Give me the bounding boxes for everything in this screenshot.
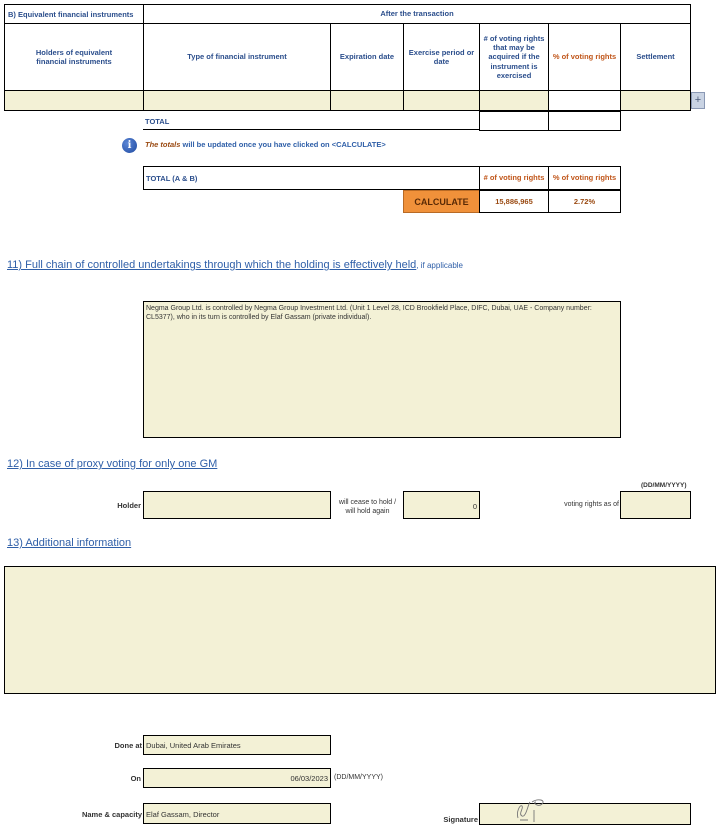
signature-label: Signature (443, 815, 478, 824)
name-capacity-label: Name & capacity (81, 810, 142, 819)
row-pct-cell (548, 90, 621, 111)
section-11-heading (7, 255, 463, 273)
total-ab-voting-value: 15,886,965 (479, 190, 549, 213)
section-13-textarea[interactable] (4, 566, 716, 694)
section-12-title: 12) In case of proxy voting for only one GM (7, 458, 218, 470)
cease-input[interactable] (403, 491, 480, 519)
cease-label: will cease to hold / will hold again (338, 499, 397, 516)
col-voting-acquired: # of voting rights that may be acquired if the instrument is exercised (479, 23, 549, 91)
col-settlement: Settlement (620, 23, 691, 91)
col-expiration: Expiration date (330, 23, 404, 91)
after-transaction-header: After the transaction (143, 4, 691, 24)
voting-date-input[interactable] (620, 491, 691, 519)
done-at-input[interactable] (143, 735, 331, 755)
holder-label: Holder (117, 501, 141, 510)
row-holders-input[interactable] (4, 90, 144, 111)
section-13-title: 13) Additional information (7, 537, 132, 549)
done-at-label: Done at (114, 741, 142, 750)
total-ab-label: TOTAL (A & B) (146, 174, 198, 183)
col-pct: % of voting rights (548, 23, 621, 91)
section-11-textarea[interactable] (143, 301, 621, 438)
section-11-text: Negma Group Ltd. is controlled by Negma Group Investment Ltd. (Unit 1 Level 28, ICD Brookfield Place, DIFC, Dubai, UAE - Company number: CL5377), who in its turn is controlled by Elaf Gassam (private individual). (146, 305, 592, 322)
total-voting-cell (479, 111, 549, 131)
date-format-hint: (DD/MM/YYYY) (641, 482, 687, 489)
row-type-input[interactable] (143, 90, 331, 111)
on-date-input[interactable] (143, 768, 331, 788)
plus-icon: + (694, 94, 702, 106)
section-11-suffix: , if applicable (416, 261, 463, 270)
section-b-title: B) Equivalent financial instruments (8, 10, 134, 19)
signature-scribble (512, 798, 552, 824)
section-b-title-cell (4, 4, 144, 24)
voting-as-of-label: voting rights as of (564, 501, 619, 508)
on-format-hint: (DD/MM/YYYY) (334, 774, 383, 781)
cease-value: 0 (472, 502, 477, 511)
total-underline (143, 129, 479, 130)
row-expiration-input[interactable] (330, 90, 404, 111)
total-label: TOTAL (145, 117, 170, 126)
calculate-label: CALCULATE (414, 196, 469, 207)
row-exercise-input[interactable] (403, 90, 480, 111)
total-ab-pct-value: 2.72% (548, 190, 621, 213)
col-holders: Holders of equivalent financial instruments (4, 23, 144, 91)
total-ab-voting-header: # of voting rights (479, 166, 549, 190)
name-capacity-input[interactable] (143, 803, 331, 824)
info-icon: i (122, 138, 137, 153)
row-settlement-input[interactable] (620, 90, 691, 111)
on-date-value: 06/03/2023 (290, 774, 328, 783)
total-ab-pct-header: % of voting rights (548, 166, 621, 190)
col-exercise: Exercise period or date (403, 23, 480, 91)
done-at-value: Dubai, United Arab Emirates (146, 741, 241, 750)
total-ab-label-cell (143, 166, 480, 190)
signature-box[interactable] (479, 803, 691, 825)
col-type: Type of financial instrument (143, 23, 331, 91)
name-capacity-value: Elaf Gassam, Director (146, 810, 220, 819)
info-note-emphasis: The totals (145, 140, 181, 149)
total-pct-cell (548, 111, 621, 131)
section-11-title: 11) Full chain of controlled undertakings through which the holding is effectively held (7, 259, 417, 271)
on-label: On (130, 774, 141, 783)
holder-input[interactable] (143, 491, 331, 519)
info-note (145, 140, 386, 149)
row-voting-input[interactable] (479, 90, 549, 111)
add-row-button[interactable] (691, 92, 705, 109)
info-note-text: will be updated once you have clicked on <CALCULATE> (182, 140, 386, 149)
calculate-button[interactable] (403, 190, 480, 213)
